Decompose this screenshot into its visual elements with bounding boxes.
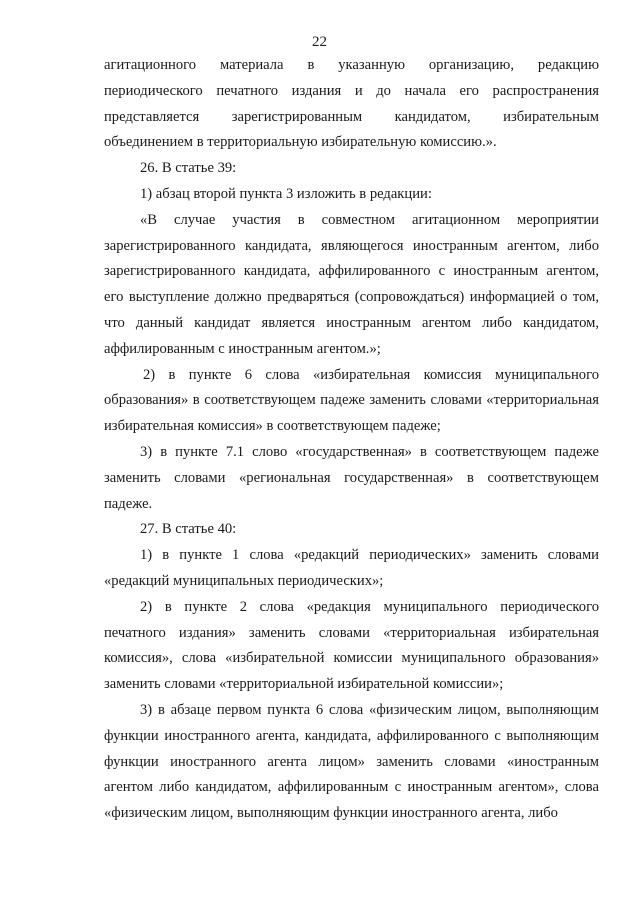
article-39-item-1: 1) абзац второй пункта 3 изложить в редакции: [140, 185, 432, 202]
article-39-item-1-quote: «В случае участия в совместном агитационном мероприятии зарегистрированного кандидата, являющегося иностранным агентом, либо зарегистрированного кандидата, аффилированного с иностранным агентом, его выступление должно предваряться (сопровождаться) информацией о том, что данный кандидат является иностранным агентом либо кандидатом, аффилированным с иностранным агентом.»; [104, 211, 599, 357]
document-body [104, 53, 599, 827]
article-39-item-3: 3) в пункте 7.1 слово «государственная» в соответствующем падеже заменить словами «региональная государственная» в соответствующем падеже. [104, 443, 599, 512]
article-39-heading: 26. В статье 39: [140, 160, 237, 177]
page-number: 22 [312, 34, 327, 50]
article-40-heading: 27. В статье 40: [140, 521, 237, 538]
paragraph-continuation: агитационного материала в указанную организацию, редакцию периодического печатного издания и до начала его распространения представляется зарегистрированным кандидатом, избирательным объединением в территориальную избирательную комиссию.». [104, 57, 599, 151]
article-40-item-2: 2) в пункте 2 слова «редакция муниципального периодического печатного издания» заменить словами «территориальная избирательная комиссия», слова «избирательной комиссии муниципального образования» заменить словами «территориальной избирательной комиссии»; [104, 598, 599, 693]
article-40-item-1: 1) в пункте 1 слова «редакций периодических» заменить словами «редакций муниципальных периодических»; [104, 547, 599, 589]
article-39-item-2: 2) в пункте 6 слова «избирательная комиссия муниципального образования» в соответствующем падеже заменить словами «территориальная избирательная комиссия» в соответствующем падеже; [104, 366, 599, 435]
article-40-item-3: 3) в абзаце первом пункта 6 слова «физическим лицом, выполняющим функции иностранного агента, кандидата, аффилированного с выполняющим функции иностранного агента лицом» заменить словами «иностранным агентом либо кандидатом, аффилированным с иностранным агентом», слова «физическим лицом, выполняющим функции иностранного агента, либо [104, 701, 599, 822]
